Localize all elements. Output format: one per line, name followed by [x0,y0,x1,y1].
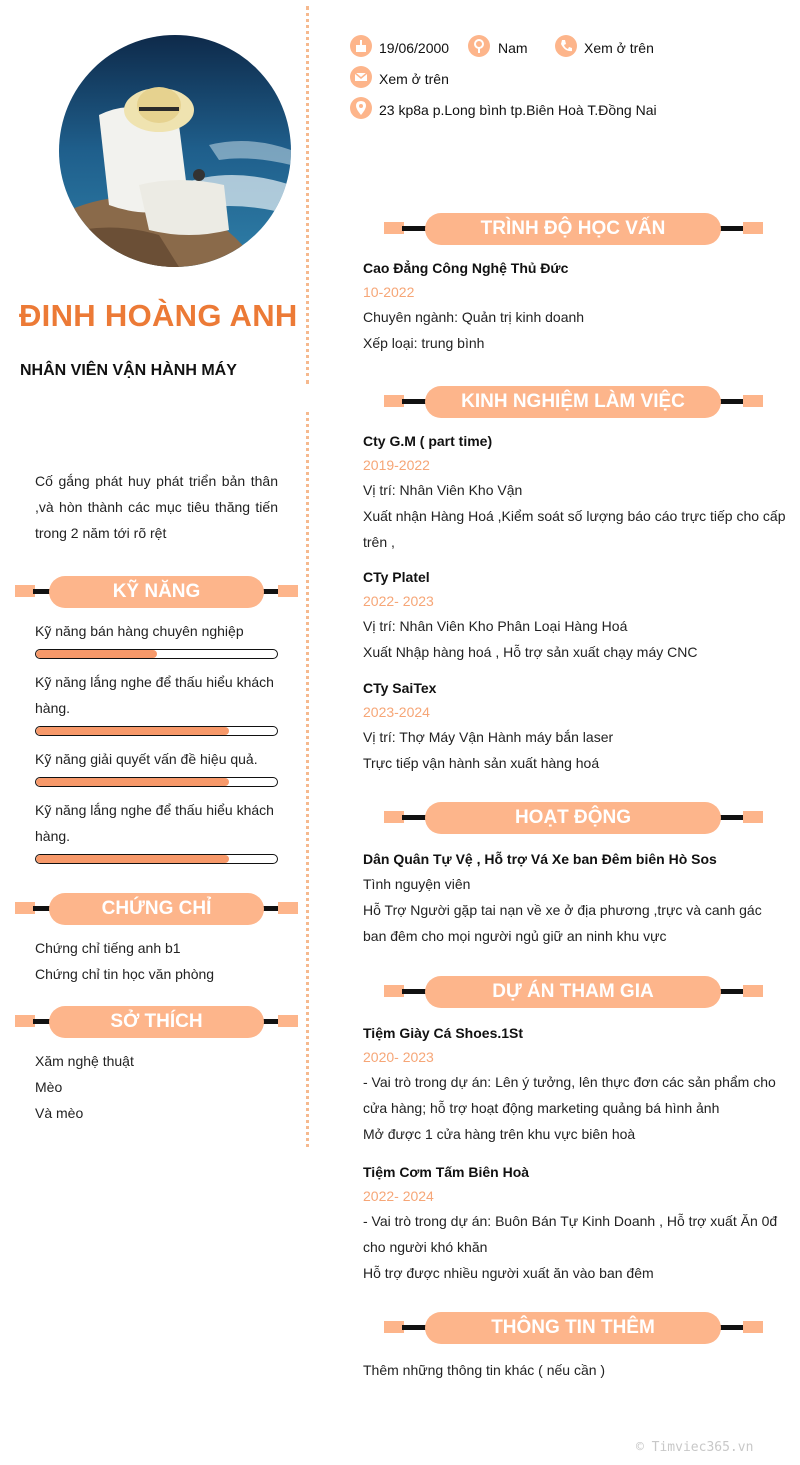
skill-progress-bar [35,854,278,864]
hobby-item: Và mèo [35,1105,84,1121]
section-title-skills: KỸ NĂNG [49,576,264,608]
activity-description: Hỗ Trợ Người gặp tai nạn về xe ở địa phương ,trực và canh gác ban đêm cho mọi người ngủ giữ an ninh khu vực [363,902,762,944]
activity-title: Dân Quân Tự Vệ , Hỗ trợ Vá Xe ban Đêm biên Hò Sos [363,851,717,867]
experience-date: 2019-2022 [363,457,430,473]
skill-progress-fill [36,778,229,786]
hobby-item: Mèo [35,1079,63,1095]
phone-text: Xem ở trên [584,40,654,56]
experience-description: Trực tiếp vận hành sản xuất hàng hoá [363,755,600,771]
skill-progress-bar [35,777,278,787]
gender-icon [468,35,490,57]
section-header-hobbies [15,1006,298,1038]
experience-position: Vị trí: Thợ Máy Vận Hành máy bắn laser [363,729,614,745]
section-title-activities: HOẠT ĐỘNG [425,802,721,834]
avatar [59,35,291,267]
section-header-experience [384,386,764,418]
address-text: 23 kp8a p.Long bình tp.Biên Hoà T.Đồng Nai [379,102,657,118]
column-divider-bottom [306,412,309,1147]
location-icon [350,97,372,119]
candidate-name: ĐINH HOÀNG ANH [19,298,298,333]
skill-progress-bar [35,726,278,736]
experience-date: 2022- 2023 [363,593,434,609]
activity-role: Tình nguyện viên [363,876,471,892]
education-grade: Xếp loại: trung bình [363,335,485,351]
project-name: Tiệm Giày Cá Shoes.1St [363,1025,524,1041]
section-title-more-info: THÔNG TIN THÊM [425,1312,721,1344]
email-icon [350,66,372,88]
project-result: Mở được 1 cửa hàng trên khu vực biên hoà [363,1126,636,1142]
project-name: Tiệm Cơm Tấm Biên Hoà [363,1164,530,1180]
experience-position: Vị trí: Nhân Viên Kho Phân Loại Hàng Hoá [363,618,628,634]
section-title-projects: DỰ ÁN THAM GIA [425,976,721,1008]
certificate-item: Chứng chỉ tiếng anh b1 [35,940,181,956]
gender-text: Nam [498,40,528,56]
job-title: NHÂN VIÊN VẬN HÀNH MÁY [20,362,237,379]
more-info-text: Thêm những thông tin khác ( nếu cần ) [363,1362,606,1378]
experience-company: CTy SaiTex [363,680,437,696]
skill-label: Kỹ năng giải quyết vấn đề hiệu quả. [35,751,258,767]
project-result: Hỗ trợ được nhiều người xuất ăn vào ban đêm [363,1265,654,1281]
section-header-certificates [15,893,298,925]
project-role: - Vai trò trong dự án: Lên ý tưởng, lên thực đơn các sản phẩm cho cửa hàng; hỗ trợ hoạt động marketing quảng bá hình ảnh [363,1074,776,1116]
project-date: 2020- 2023 [363,1049,434,1065]
experience-description: Xuất Nhập hàng hoá , Hỗ trợ sản xuất chạy máy CNC [363,644,698,660]
section-title-certificates: CHỨNG CHỈ [49,893,264,925]
skill-label: Kỹ năng lắng nghe để thấu hiểu khách hàng. [35,674,274,716]
birthday-text: 19/06/2000 [379,40,450,56]
career-objective: Cố gắng phát huy phát triển bản thân ,và hòn thành các mục tiêu thăng tiến trong 2 năm tới rõ rệt [35,473,278,541]
skill-progress-fill [36,650,157,658]
section-header-education [384,213,764,245]
certificate-item: Chứng chỉ tin học văn phòng [35,966,215,982]
section-header-more-info [384,1312,764,1344]
footer-watermark: © Timviec365.vn [636,1440,754,1455]
project-date: 2022- 2024 [363,1188,434,1204]
experience-company: Cty G.M ( part time) [363,433,493,449]
skill-progress-fill [36,855,229,863]
section-header-projects [384,976,764,1008]
section-header-activities [384,802,764,834]
education-major: Chuyên ngành: Quản trị kinh doanh [363,309,585,325]
section-title-experience: KINH NGHIỆM LÀM VIỆC [425,386,721,418]
hobby-item: Xăm nghệ thuật [35,1053,134,1069]
skill-progress-fill [36,727,229,735]
education-school: Cao Đẳng Công Nghệ Thủ Đức [363,260,569,276]
project-role: - Vai trò trong dự án: Buôn Bán Tự Kinh Doanh , Hỗ trợ xuất Ăn 0đ cho người khó khăn [363,1213,778,1255]
column-divider-top [306,6,309,384]
skill-progress-bar [35,649,278,659]
experience-company: CTy Platel [363,569,430,585]
email-text: Xem ở trên [379,71,449,87]
experience-description: Xuất nhận Hàng Hoá ,Kiểm soát số lượng báo cáo trực tiếp cho cấp trên , [363,508,786,550]
section-header-skills [15,576,298,608]
phone-icon [555,35,577,57]
experience-date: 2023-2024 [363,704,430,720]
education-date: 10-2022 [363,284,415,300]
birthday-cake-icon [350,35,372,57]
section-title-hobbies: SỞ THÍCH [49,1006,264,1038]
section-title-education: TRÌNH ĐỘ HỌC VẤN [425,213,721,245]
skill-label: Kỹ năng bán hàng chuyên nghiệp [35,623,244,639]
skill-label: Kỹ năng lắng nghe để thấu hiểu khách hàng. [35,802,274,844]
experience-position: Vị trí: Nhân Viên Kho Vận [363,482,523,498]
